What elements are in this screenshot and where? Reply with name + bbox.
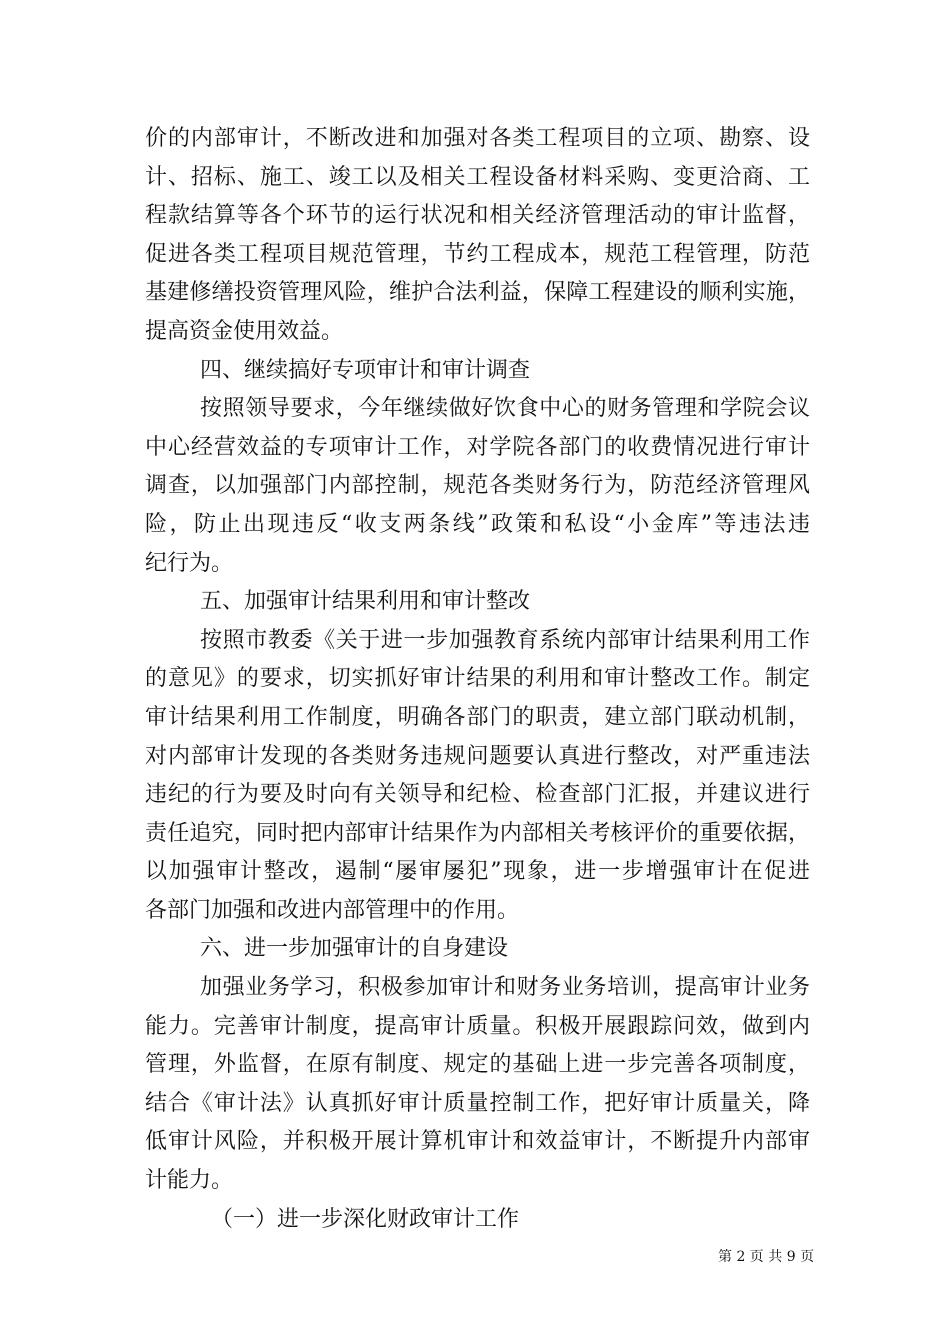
text-line: 按照领导要求，今年继续做好饮食中心的财务管理和学院会议 [200,396,810,422]
text-line: 的意见》的要求，切实抓好审计结果的利用和审计整改工作。制定 [145,666,810,692]
text-line: 计、招标、施工、竣工以及相关工程设备材料采购、变更洽商、工 [145,164,810,190]
text-line: 纪行为。 [145,550,234,576]
text-line: 按照市教委《关于进一步加强教育系统内部审计结果利用工作 [200,627,810,653]
text-line: 加强业务学习，积极参加审计和财务业务培训，提高审计业务 [200,975,810,1001]
page-number: 第 2 页 共 9 页 [718,1249,815,1265]
text-line: 基建修缮投资管理风险，维护合法利益，保障工程建设的顺利实施， [145,280,810,306]
text-line: 责任追究，同时把内部审计结果作为内部相关考核评价的重要依据， [145,820,810,846]
text-line: 调查，以加强部门内部控制，规范各类财务行为，防范经济管理风 [145,473,810,499]
text-line: 以加强审计整改，遏制“屡审屡犯”现象，进一步增强审计在促进 [145,859,810,885]
text-line: 程款结算等各个环节的运行状况和相关经济管理活动的审计监督， [145,203,810,229]
text-line: 对内部审计发现的各类财务违规问题要认真进行整改，对严重违法 [145,743,810,769]
text-line: 违纪的行为要及时向有关领导和纪检、检查部门汇报，并建议进行 [145,782,810,808]
body-text [145,120,810,1239]
text-line: 管理，外监督，在原有制度、规定的基础上进一步完善各项制度， [145,1052,810,1078]
section-heading: 五、加强审计结果利用和审计整改 [200,589,531,615]
text-line: 中心经营效益的专项审计工作，对学院各部门的收费情况进行审计 [145,434,810,460]
text-line: 结合《审计法》认真抓好审计质量控制工作，把好审计质量关，降 [145,1090,810,1116]
text-line: 能力。完善审计制度，提高审计质量。积极开展跟踪问效，做到内 [145,1013,810,1039]
text-line: 价的内部审计，不断改进和加强对各类工程项目的立项、勘察、设 [145,126,810,151]
text-line: 各部门加强和改进内部管理中的作用。 [145,897,520,923]
text-line: 险，防止出现违反“收支两条线”政策和私设“小金库”等违法违 [145,511,810,537]
text-line: 促进各类工程项目规范管理，节约工程成本，规范工程管理，防范 [145,241,810,267]
section-heading: 六、进一步加强审计的自身建设 [200,936,509,962]
text-line: 低审计风险，并积极开展计算机审计和效益审计，不断提升内部审 [145,1129,810,1155]
subsection-heading: （一）进一步深化财政审计工作 [211,1206,520,1232]
text-line: 计能力。 [145,1168,234,1194]
text-line: 审计结果利用工作制度，明确各部门的职责，建立部门联动机制， [145,704,810,730]
section-heading: 四、继续搞好专项审计和审计调查 [200,357,531,383]
text-line: 提高资金使用效益。 [145,318,344,344]
